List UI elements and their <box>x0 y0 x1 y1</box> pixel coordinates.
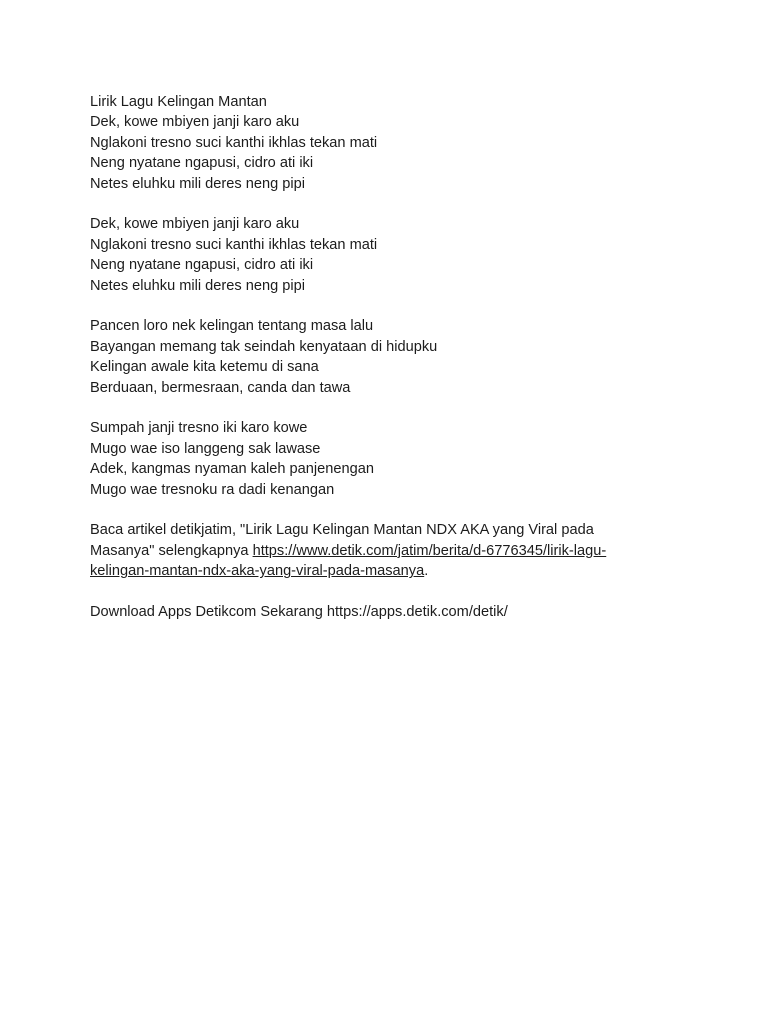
stanza-1 <box>90 92 650 194</box>
lyric-line: Nglakoni tresno suci kanthi ikhlas tekan mati <box>90 134 378 151</box>
lyric-line: Bayangan memang tak seindah kenyataan di hidupku <box>90 338 438 355</box>
lyric-line: Neng nyatane ngapusi, cidro ati iki <box>90 257 314 274</box>
document-page <box>90 92 650 643</box>
source-note <box>90 520 650 581</box>
apps-url: https://apps.detik.com/detik/ <box>326 604 508 621</box>
lyric-line: Sumpah janji tresno iki karo kowe <box>90 420 308 437</box>
source-note-text: Baca artikel detikjatim, "Lirik Lagu Kelingan Mantan NDX AKA yang Viral pada Masanya" selengkapnya <box>90 522 594 559</box>
stanza-2 <box>90 214 650 296</box>
lyric-line: Pancen loro nek kelingan tentang masa lalu <box>90 318 374 335</box>
lyric-line: Neng nyatane ngapusi, cidro ati iki <box>90 155 314 172</box>
lyric-line: Netes eluhku mili deres neng pipi <box>90 277 305 294</box>
lyric-line: Nglakoni tresno suci kanthi ikhlas tekan mati <box>90 236 378 253</box>
article-link[interactable]: https://www.detik.com/jatim/berita/d-6776345/lirik-lagu-kelingan-mantan-ndx-aka-yang-viral-pada-masanya <box>90 542 607 580</box>
lyric-line: Netes eluhku mili deres neng pipi <box>90 175 305 192</box>
lyric-line: Dek, kowe mbiyen janji karo aku <box>90 114 300 131</box>
lyric-line: Mugo wae tresnoku ra dadi kenangan <box>90 481 335 498</box>
download-note-text: Download Apps Detikcom Sekarang <box>90 604 327 621</box>
document-title: Lirik Lagu Kelingan Mantan <box>90 94 267 110</box>
source-note-suffix: . <box>424 563 429 580</box>
download-note <box>90 602 650 622</box>
lyric-line: Kelingan awale kita ketemu di sana <box>90 359 319 376</box>
stanza-3 <box>90 316 650 398</box>
lyric-line: Mugo wae iso langgeng sak lawase <box>90 440 321 457</box>
lyric-line: Berduaan, bermesraan, canda dan tawa <box>90 379 351 396</box>
stanza-4 <box>90 418 650 500</box>
lyric-line: Dek, kowe mbiyen janji karo aku <box>90 216 300 233</box>
lyric-line: Adek, kangmas nyaman kaleh panjenengan <box>90 461 374 478</box>
